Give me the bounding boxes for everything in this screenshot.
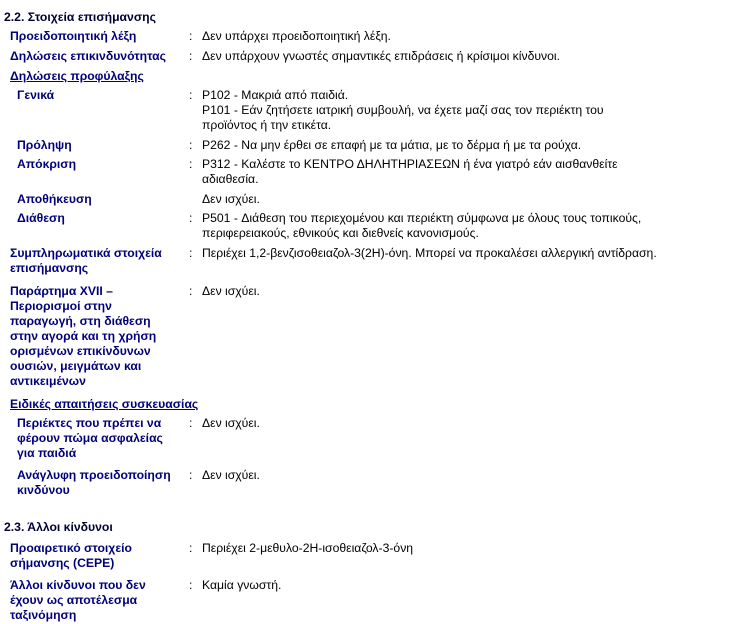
section-title-2-2: 2.2. Στοιχεία επισήμανσης — [4, 10, 156, 24]
storage-value: Δεν ισχύει. — [202, 192, 260, 206]
cepe-label-line-1: Προαιρετικό στοιχείο — [10, 541, 132, 555]
annex17-label-line-2: Περιορισμοί στην — [10, 299, 112, 313]
child-resistant-label-line-2: φέρουν πώμα ασφαλείας — [17, 431, 163, 445]
annex17-value: Δεν ισχύει. — [202, 284, 260, 298]
hazard-statements-label: Δηλώσεις επικινδυνότητας — [10, 49, 167, 63]
colon: : — [189, 211, 193, 225]
colon: : — [189, 138, 193, 152]
prevention-value: P262 - Να μην έρθει σε επαφή με τα μάτια, με το δέρμα ή με τα ρούχα. — [202, 138, 582, 152]
other-hazards-label-line-3: ταξινόμηση — [10, 608, 77, 622]
general-label: Γενικά — [17, 88, 55, 102]
supplemental-label-line-1: Συμπληρωματικά στοιχεία — [10, 246, 162, 260]
child-resistant-label-line-3: για παιδιά — [17, 446, 77, 460]
precautionary-heading: Δηλώσεις προφύλαξης — [10, 69, 144, 83]
annex17-label-line-4: στην αγορά και τη χρήση — [10, 329, 157, 343]
other-hazards-label-line-2: έχουν ως αποτέλεσμα — [10, 593, 138, 607]
storage-label: Αποθήκευση — [17, 192, 92, 206]
colon: : — [189, 29, 193, 43]
colon: : — [189, 416, 193, 430]
annex17-label-line-5: ορισμένων επικίνδυνων — [10, 344, 151, 358]
tactile-warning-label-line-1: Ανάγλυφη προειδοποίηση — [17, 468, 171, 482]
colon: : — [189, 284, 193, 298]
disposal-line-1: P501 - Διάθεση του περιεχομένου και περιέκτη σύμφωνα με όλους τους τοπικούς, — [202, 211, 642, 225]
child-resistant-value: Δεν ισχύει. — [202, 416, 260, 430]
colon: : — [189, 157, 193, 171]
colon: : — [189, 541, 193, 555]
supplemental-value: Περιέχει 1,2-βενζισοθειαζολ-3(2Η)-όνη. Μπορεί να προκαλέσει αλλεργική αντίδραση. — [202, 246, 657, 260]
tactile-warning-label-line-2: κινδύνου — [17, 483, 70, 497]
packaging-heading: Ειδικές απαιτήσεις συσκευασίας — [10, 397, 199, 411]
child-resistant-label-line-1: Περιέκτες που πρέπει να — [17, 416, 162, 430]
response-line-2: αδιαθεσία. — [202, 172, 259, 186]
colon: : — [189, 578, 193, 592]
annex17-label-line-3: παραγωγή, στη διάθεση — [10, 314, 151, 328]
other-hazards-label-line-1: Άλλοι κίνδυνοι που δεν — [10, 578, 146, 592]
colon: : — [189, 468, 193, 482]
cepe-value: Περιέχει 2-μεθυλο-2Η-ισοθειαζολ-3-όνη — [202, 541, 414, 555]
supplemental-label-line-2: επισήμανσης — [10, 261, 89, 275]
colon: : — [189, 88, 193, 102]
general-line-1: P102 - Μακριά από παιδιά. — [202, 88, 349, 102]
tactile-warning-value: Δεν ισχύει. — [202, 468, 260, 482]
cepe-label-line-2: σήμανσης (CEPE) — [10, 556, 115, 570]
colon: : — [189, 49, 193, 63]
hazard-statements-value: Δεν υπάρχουν γνωστές σημαντικές επιδράσεις ή κρίσιμοι κίνδυνοι. — [202, 49, 560, 63]
annex17-label-line-6: ουσιών, μειγμάτων και — [10, 359, 142, 373]
prevention-label: Πρόληψη — [17, 138, 72, 152]
response-label: Απόκριση — [17, 157, 77, 171]
annex17-label-line-1: Παράρτημα XVII – — [10, 284, 113, 298]
signal-word-label: Προειδοποιητική λέξη — [10, 29, 137, 43]
signal-word-value: Δεν υπάρχει προειδοποιητική λέξη. — [202, 29, 391, 43]
other-hazards-value: Καμία γνωστή. — [202, 578, 282, 592]
disposal-label: Διάθεση — [17, 211, 65, 225]
response-line-1: P312 - Καλέστε το ΚΕΝΤΡΟ ΔΗΛΗΤΗΡΙΑΣΕΩΝ ή ένα γιατρό εάν αισθανθείτε — [202, 157, 618, 171]
annex17-label-line-7: αντικειμένων — [10, 374, 86, 388]
section-title-2-3: 2.3. Άλλοι κίνδυνοι — [4, 520, 113, 534]
disposal-line-2: περιφερειακούς, εθνικούς και διεθνείς κανονισμούς. — [202, 226, 479, 240]
general-line-3: προϊόντος ή την ετικέτα. — [202, 118, 332, 132]
general-line-2: P101 - Εάν ζητήσετε ιατρική συμβουλή, να έχετε μαζί σας τον περιέκτη του — [202, 103, 604, 117]
colon: : — [189, 246, 193, 260]
